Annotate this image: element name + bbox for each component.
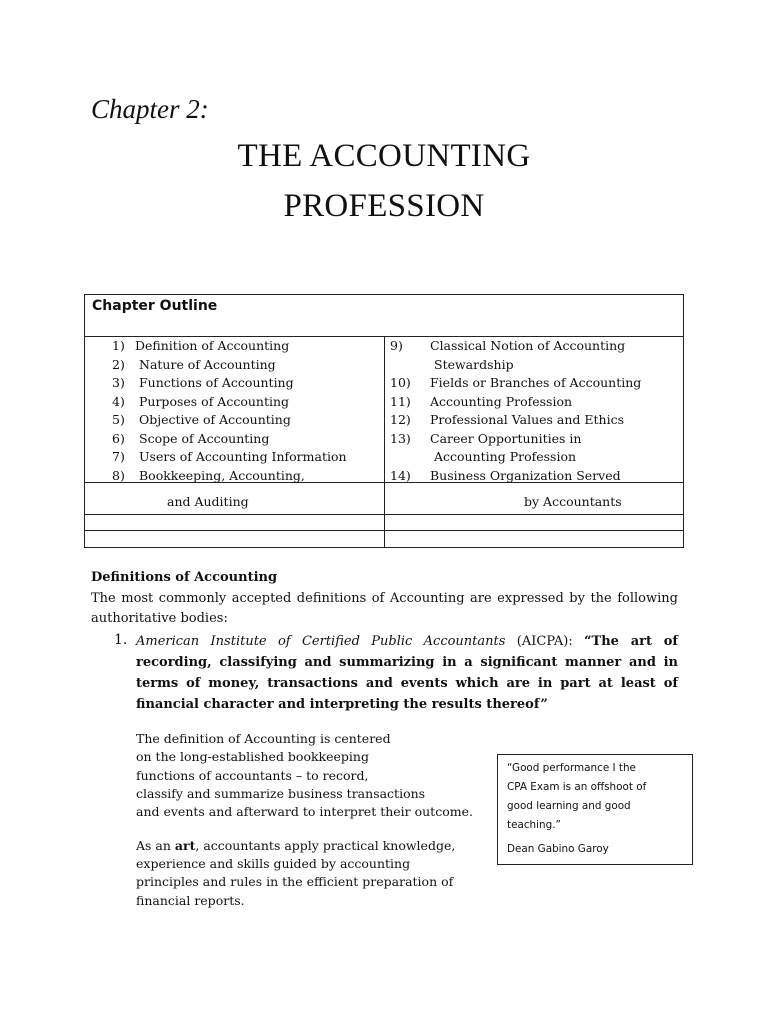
column-divider [384,337,385,547]
outline-item-number: 13) [390,430,411,446]
outline-item-text: Purposes of Accounting [139,393,290,409]
aicpa-quote: “The art of recording, classifying and summarizing in a significant manner and in terms of money, transactions and events which are in part at least of financial character and interpreting the results thereof” [136,634,678,712]
outline-item-text: Accounting Profession [430,393,573,409]
outline-item-number: 8) [112,467,125,483]
explanation-line: and events and afterward to interpret their outcome. [136,804,473,820]
quote-line: CPA Exam is an offshoot of [507,781,647,793]
outline-header: Chapter Outline [92,298,218,314]
list-number: 1. [114,632,128,648]
outline-item-text: Accounting Profession [434,449,577,464]
quote-box [497,754,693,865]
art-line: financial reports. [136,892,245,908]
definitions-intro-line-1: The most commonly accepted definitions of Accounting are expressed by the following [91,591,678,606]
outline-item-number: 6) [112,430,125,446]
outline-item-number: 11) [390,393,411,409]
quote-author: Dean Gabino Garoy [507,843,609,855]
outline-item-text: Fields or Branches of Accounting [430,375,642,390]
quote-line: good learning and good [507,800,631,812]
outline-item-number: 1) [112,338,125,353]
outline-item-number: 9) [390,338,403,353]
art-bold: art [174,838,196,853]
chapter-title-line-2: PROFESSION [283,188,485,224]
aicpa-org-name: American Institute of Certified Public Accountants [136,634,506,649]
outline-item-text: Career Opportunities in [430,430,582,446]
quote-line: teaching.” [507,819,561,831]
outline-item-text: Nature of Accounting [139,356,276,372]
outline-left-continuation: and Auditing [167,494,249,509]
outline-item-number: 7) [112,449,125,464]
explanation-line: functions of accountants – to record, [136,767,369,783]
outline-item-text: Scope of Accounting [139,430,270,446]
chapter-title-line-1: THE ACCOUNTING [237,138,531,174]
outline-right-continuation: by Accountants [524,494,622,509]
outline-item-number: 14) [390,467,411,483]
chapter-label: Chapter 2: [91,94,209,124]
art-line: principles and rules in the efficient preparation of [136,874,454,890]
outline-item-text: Objective of Accounting [139,412,291,427]
outline-item-text: Definition of Accounting [135,338,290,353]
aicpa-abbr: (AICPA): [505,634,585,649]
outline-item-number: 3) [112,375,125,390]
definitions-intro-line-2: authoritative bodies: [91,611,228,626]
explanation-line: The definition of Accounting is centered [136,731,391,746]
explanation-line: classify and summarize business transactions [136,785,426,801]
chapter-outline-table [84,294,684,548]
aicpa-definition [136,631,678,715]
definitions-heading: Definitions of Accounting [91,570,278,585]
outline-item-number: 5) [112,412,125,427]
art-line: experience and skills guided by accounting [136,856,411,871]
explanation-line: on the long-established bookkeeping [136,749,369,765]
quote-line: “Good performance I the [507,762,636,774]
outline-item-text: Classical Notion of Accounting [430,338,626,353]
outline-item-number: 2) [112,356,125,372]
outline-item-number: 4) [112,393,125,409]
outline-item-text: Bookkeeping, Accounting, [139,467,305,483]
outline-header-row [85,295,683,337]
row-divider [85,514,683,515]
outline-item-text: Business Organization Served [430,467,621,483]
outline-item-number: 12) [390,412,411,427]
outline-item-text: Stewardship [434,356,514,372]
quote-text [507,759,683,835]
row-divider [85,530,683,531]
outline-item-number: 10) [390,375,411,390]
outline-item-text: Users of Accounting Information [139,449,347,464]
art-line-1: As an art, accountants apply practical knowledge, [136,838,456,853]
outline-item-text: Professional Values and Ethics [430,412,625,427]
outline-item-text: Functions of Accounting [139,375,294,390]
